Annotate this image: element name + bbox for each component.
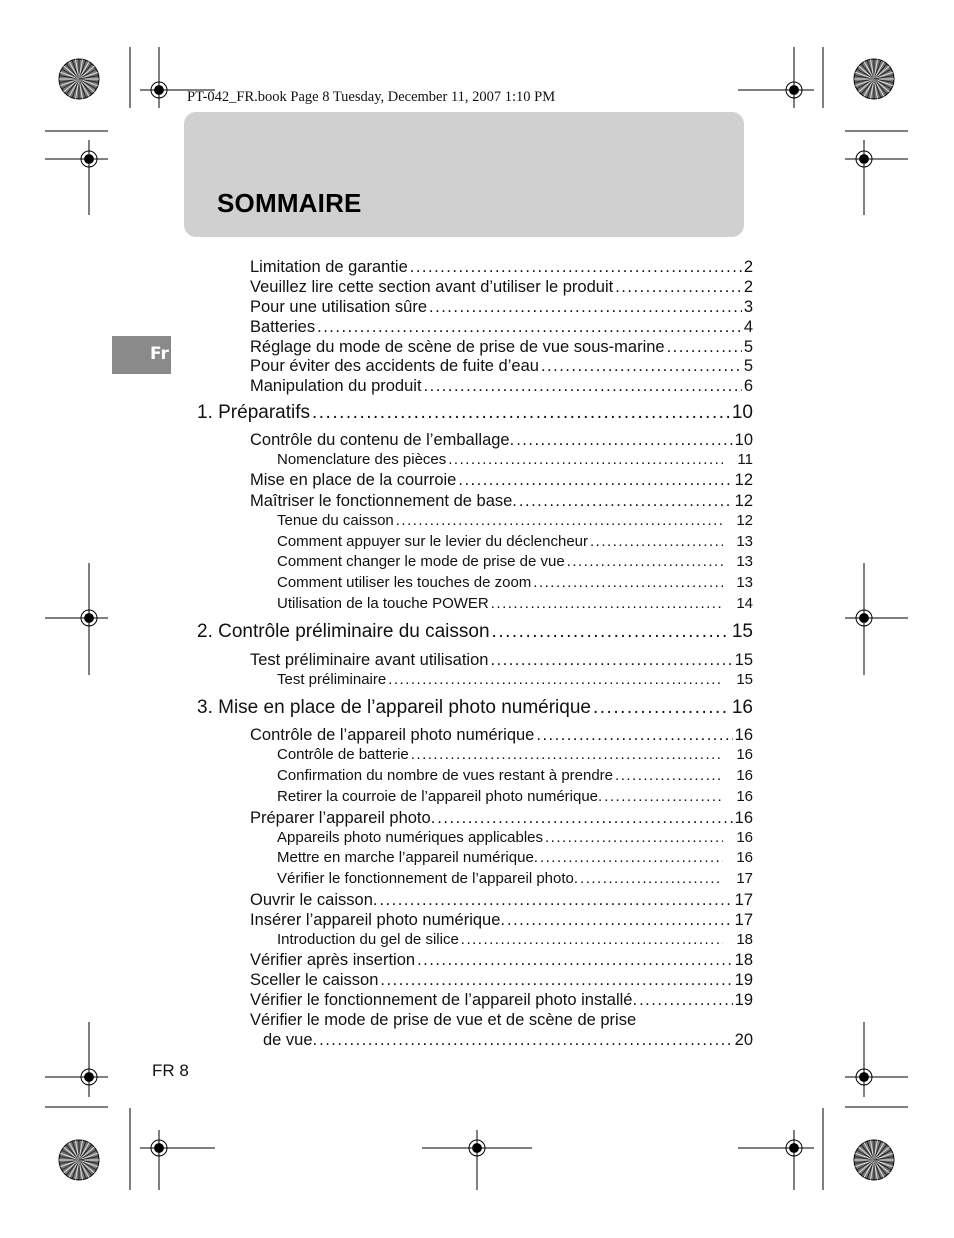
toc-section-2[interactable]: 2. Contrôle préliminaire du caisson ..... 15 bbox=[197, 621, 753, 645]
toc-subentry[interactable]: Confirmation du nombre de vues restant à prendre ..... 16 bbox=[277, 767, 753, 786]
toc-entry[interactable]: Réglage du mode de scène de prise de vue sous-marine ..... 5 bbox=[250, 338, 753, 358]
toc-entry[interactable]: Pour une utilisation sûre ..... 3 bbox=[250, 298, 753, 318]
toc-entry[interactable]: Batteries ..... 4 bbox=[250, 318, 753, 338]
toc-entry[interactable]: Vérifier après insertion ..... 18 bbox=[250, 951, 753, 971]
toc-entry[interactable]: Veuillez lire cette section avant d’utiliser le produit ..... 2 bbox=[250, 278, 753, 298]
language-tab-label: Fr bbox=[150, 344, 169, 364]
toc-subentry[interactable]: Retirer la courroie de l’appareil photo numérique. ..... 16 bbox=[277, 788, 753, 807]
toc-subentry[interactable]: Introduction du gel de silice ..... 18 bbox=[277, 931, 753, 950]
toc-section-3[interactable]: 3. Mise en place de l’appareil photo numérique ..... 16 bbox=[197, 697, 753, 721]
toc-subentry[interactable]: Tenue du caisson ..... 12 bbox=[277, 512, 753, 531]
toc-entry[interactable]: Pour éviter des accidents de fuite d’eau ..... 5 bbox=[250, 357, 753, 377]
toc-entry[interactable]: Contrôle de l’appareil photo numérique ..... 16 bbox=[250, 726, 753, 746]
toc-subentry[interactable]: Contrôle de batterie ..... 16 bbox=[277, 746, 753, 765]
toc-entry[interactable]: Préparer l’appareil photo. ..... 16 bbox=[250, 809, 753, 829]
toc-entry[interactable]: Maîtriser le fonctionnement de base. ..... 12 bbox=[250, 492, 753, 512]
toc-entry[interactable]: Vérifier le fonctionnement de l’appareil photo installé. ..... 19 bbox=[250, 991, 753, 1011]
toc-entry[interactable]: Mise en place de la courroie ..... 12 bbox=[250, 471, 753, 491]
toc-entry[interactable]: Test préliminaire avant utilisation ..... 15 bbox=[250, 651, 753, 671]
language-tab bbox=[112, 336, 171, 374]
toc-entry[interactable]: Limitation de garantie ..... 2 bbox=[250, 258, 753, 278]
toc-subentry[interactable]: Comment appuyer sur le levier du déclencheur ..... 13 bbox=[277, 533, 753, 552]
toc-entry[interactable]: Contrôle du contenu de l’emballage. ..... 10 bbox=[250, 431, 753, 451]
toc-subentry[interactable]: Appareils photo numériques applicables ..... 16 bbox=[277, 829, 753, 848]
toc-entry[interactable]: Ouvrir le caisson. ..... 17 bbox=[250, 891, 753, 911]
page-title: SOMMAIRE bbox=[217, 188, 362, 218]
toc-subentry[interactable]: Utilisation de la touche POWER ..... 14 bbox=[277, 595, 753, 614]
toc-subentry[interactable]: Test préliminaire ..... 15 bbox=[277, 671, 753, 690]
toc-entry[interactable]: Sceller le caisson ..... 19 bbox=[250, 971, 753, 991]
book-header-line: PT-042_FR.book Page 8 Tuesday, December 11, 2007 1:10 PM bbox=[187, 89, 556, 105]
toc-entry[interactable]: Manipulation du produit ..... 6 bbox=[250, 377, 753, 397]
toc-subentry[interactable]: Comment changer le mode de prise de vue ..... 13 bbox=[277, 553, 753, 572]
title-banner bbox=[184, 112, 744, 237]
toc-subentry[interactable]: Comment utiliser les touches de zoom ..... 13 bbox=[277, 574, 753, 593]
toc-entry[interactable]: Insérer l’appareil photo numérique. ..... 17 bbox=[250, 911, 753, 931]
page-number: FR 8 bbox=[152, 1061, 189, 1080]
toc-subentry[interactable]: Nomenclature des pièces ..... 11 bbox=[277, 451, 753, 470]
toc-subentry[interactable]: Vérifier le fonctionnement de l’appareil photo. ..... 17 bbox=[277, 870, 753, 889]
toc-subentry[interactable]: Mettre en marche l’appareil numérique. ..... 16 bbox=[277, 849, 753, 868]
toc-section-1[interactable]: 1. Préparatifs ..... 10 bbox=[197, 402, 753, 426]
